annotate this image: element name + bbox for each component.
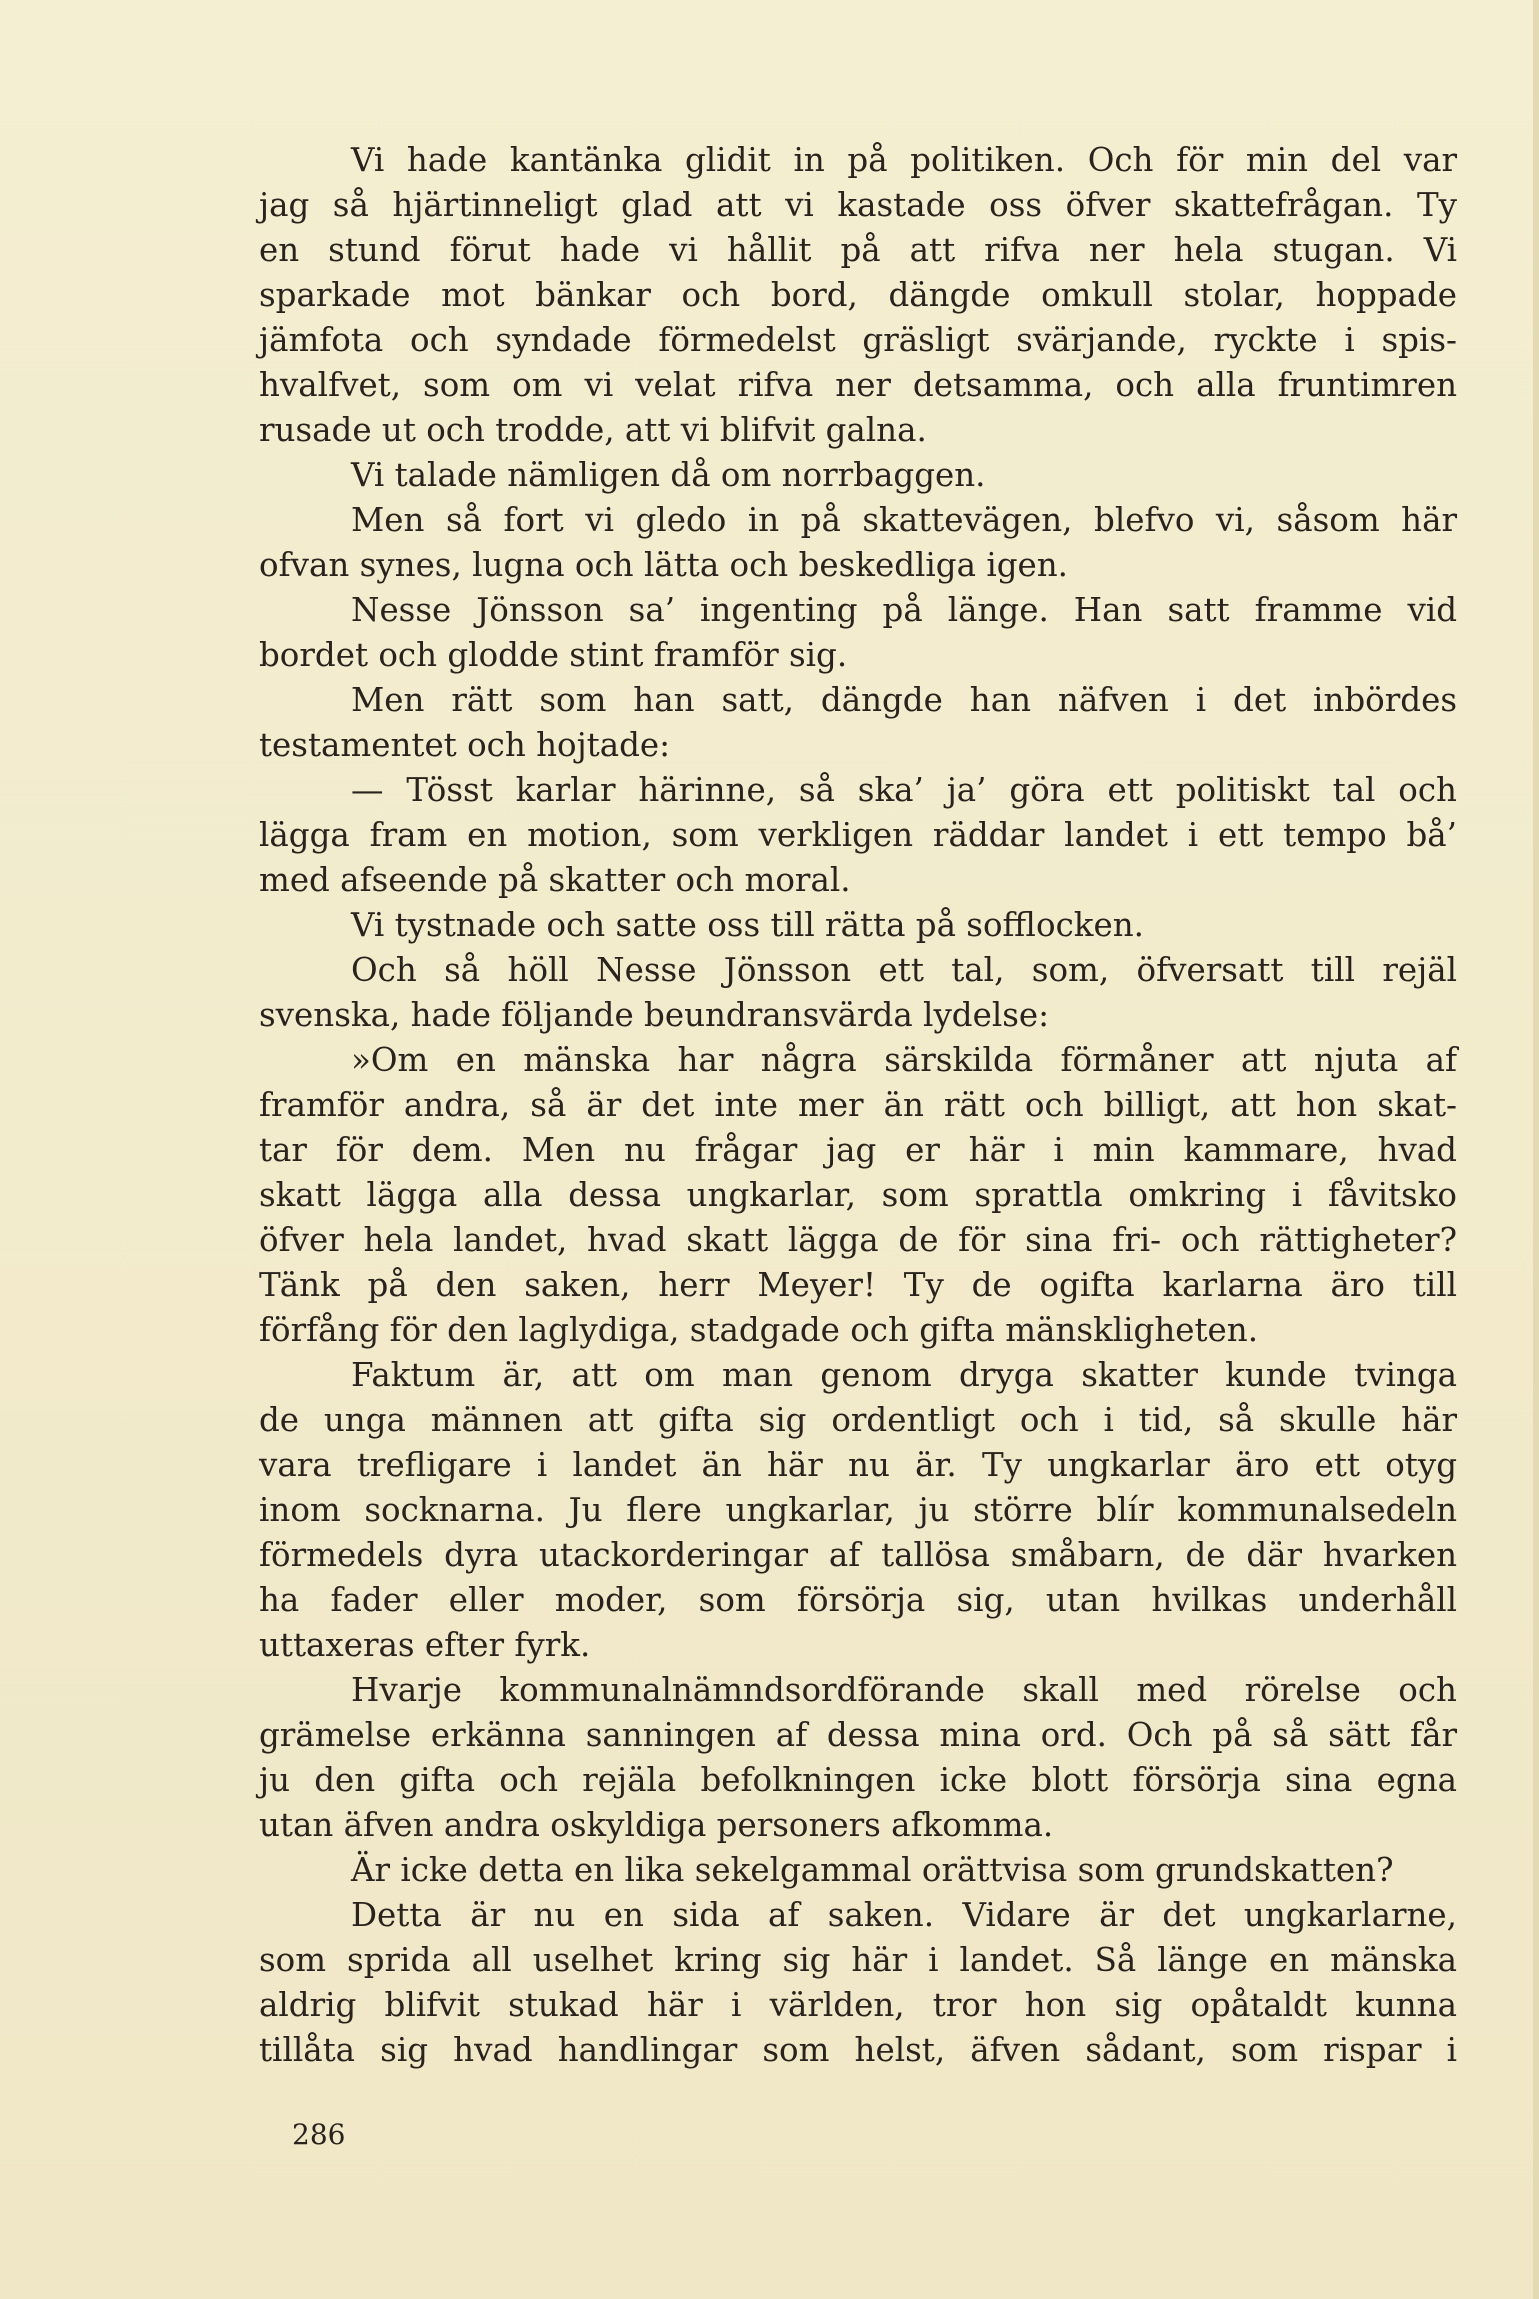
text-line: Detta är nu en sida af saken. Vidare är det ungkarlarne, [351, 1896, 1457, 1934]
body-text [259, 138, 1457, 2073]
text-line: vara trefligare i landet än här nu är. Ty ungkarlar äro ett otyg [259, 1446, 1457, 1484]
text-line: en stund förut hade vi hållit på att rifva ner hela stugan. Vi [259, 231, 1457, 269]
text-line: Men rätt som han satt, dängde han näfven i det inbördes [351, 681, 1457, 719]
text-line: svenska, hade följande beundransvärda lydelse: [259, 996, 1050, 1034]
text-line: Tänk på den saken, herr Meyer! Ty de ogifta karlarna äro till [259, 1266, 1457, 1304]
text-line: hvalfvet, som om vi velat rifva ner detsamma, och alla fruntimren [259, 366, 1457, 404]
text-line: jag så hjärtinneligt glad att vi kastade oss öfver skattefrågan. Ty [259, 186, 1457, 224]
page-number: 286 [292, 2118, 346, 2151]
text-line: öfver hela landet, hvad skatt lägga de för sina fri- och rättigheter? [259, 1221, 1457, 1259]
text-line: Är icke detta en lika sekelgammal orättvisa som grundskatten? [351, 1851, 1394, 1889]
text-line: utan äfven andra oskyldiga personers afkomma. [259, 1806, 1054, 1844]
text-line: jämfota och syndade förmedelst gräsligt svärjande, ryckte i spis- [259, 321, 1457, 359]
text-line: förmedels dyra utackorderingar af tallösa småbarn, de där hvarken [259, 1536, 1457, 1574]
text-line: Nesse Jönsson sa’ ingenting på länge. Han satt framme vid [351, 591, 1457, 629]
text-line: ofvan synes, lugna och lätta och beskedliga igen. [259, 546, 1069, 584]
text-line: Hvarje kommunalnämndsordförande skall med rörelse och [351, 1671, 1457, 1709]
text-line: sparkade mot bänkar och bord, dängde omkull stolar, hoppade [259, 276, 1457, 314]
text-line: förfång för den laglydiga, stadgade och gifta mänskligheten. [259, 1311, 1259, 1349]
text-line: aldrig blifvit stukad här i världen, tror hon sig opåtaldt kunna [259, 1986, 1457, 2024]
text-line: inom socknarna. Ju flere ungkarlar, ju större blír kommunalsedeln [259, 1491, 1457, 1529]
text-line: Vi tystnade och satte oss till rätta på sofflocken. [351, 906, 1144, 944]
text-line: tar för dem. Men nu frågar jag er här i min kammare, hvad [259, 1131, 1457, 1169]
text-line: tillåta sig hvad handlingar som helst, äfven sådant, som rispar i [259, 2031, 1457, 2069]
text-line: grämelse erkänna sanningen af dessa mina ord. Och på så sätt får [259, 1716, 1457, 1754]
text-line: rusade ut och trodde, att vi blifvit galna. [259, 411, 927, 449]
text-line: bordet och glodde stint framför sig. [259, 636, 848, 674]
text-line: ha fader eller moder, som försörja sig, utan hvilkas underhåll [259, 1581, 1457, 1619]
text-line: lägga fram en motion, som verkligen räddar landet i ett tempo bå’ [259, 816, 1457, 854]
text-line: skatt lägga alla dessa ungkarlar, som sprattla omkring i fåvitsko [259, 1176, 1457, 1214]
text-line: som sprida all uselhet kring sig här i landet. Så länge en mänska [259, 1941, 1457, 1979]
text-line: Vi talade nämligen då om norrbaggen. [351, 456, 986, 494]
text-line: de unga männen att gifta sig ordentligt och i tid, så skulle här [259, 1401, 1457, 1439]
text-line: Faktum är, att om man genom dryga skatter kunde tvinga [351, 1356, 1457, 1394]
text-line: »Om en mänska har några särskilda förmåner att njuta af [351, 1041, 1457, 1079]
text-line: med afseende på skatter och moral. [259, 861, 851, 899]
page-edge [1533, 0, 1539, 2299]
text-line: — Tösst karlar härinne, så ska’ ja’ göra ett politiskt tal och [351, 771, 1457, 809]
text-line: Vi hade kantänka glidit in på politiken. Och för min del var [351, 141, 1457, 179]
text-line: Och så höll Nesse Jönsson ett tal, som, öfversatt till rejäl [351, 951, 1457, 989]
text-line: ju den gifta och rejäla befolkningen icke blott försörja sina egna [259, 1761, 1457, 1799]
text-line: uttaxeras efter fyrk. [259, 1626, 591, 1664]
text-line: Men så fort vi gledo in på skattevägen, blefvo vi, såsom här [351, 501, 1457, 539]
text-line: testamentet och hojtade: [259, 726, 671, 764]
text-line: framför andra, så är det inte mer än rätt och billigt, att hon skat- [259, 1086, 1457, 1124]
